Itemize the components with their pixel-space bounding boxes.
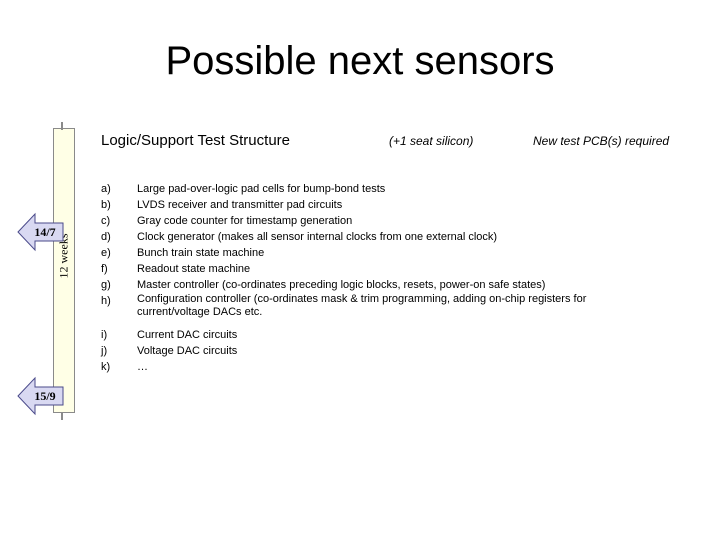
list-item [101,197,661,213]
item-letter: a) [101,183,111,195]
item-text: Bunch train state machine [137,247,265,259]
item-letter: g) [101,279,111,291]
item-text: LVDS receiver and transmitter pad circuits [137,199,343,211]
item-letter: c) [101,215,111,227]
item-letter: f) [101,263,108,275]
list-item [101,359,661,375]
list-item [101,293,661,319]
list-item [101,277,661,293]
item-text: Clock generator (makes all sensor internal clocks from one external clock) [137,231,498,243]
item-text-line: current/voltage DACs etc. [137,306,263,318]
list-item [101,343,661,359]
silicon-note: (+1 seat silicon) [389,134,474,148]
start-date-label: 14/7 [34,224,56,239]
item-list [101,181,661,375]
list-item [101,181,661,197]
item-letter: d) [101,231,111,243]
list-item [101,213,661,229]
duration-label: 12 weeks [56,233,71,279]
end-date-label: 15/9 [34,388,56,403]
item-letter: j) [101,345,108,357]
item-letter: h) [101,295,111,307]
pcb-note: New test PCB(s) required [533,134,670,148]
list-item [101,261,661,277]
item-text: Master controller (co-ordinates preceding logic blocks, resets, power-on safe states) [137,279,546,291]
item-text: Large pad-over-logic pad cells for bump-bond tests [137,183,386,195]
slide-title: Possible next sensors [165,39,555,83]
item-letter: i) [101,329,108,341]
section-heading: Logic/Support Test Structure [101,132,290,149]
start-date-arrow [17,212,65,252]
item-letter: e) [101,247,111,259]
item-text: Voltage DAC circuits [137,345,238,357]
timeline-tick-top [61,122,63,130]
list-item [101,245,661,261]
list-item [101,327,661,343]
item-letter: b) [101,199,111,211]
end-date-arrow [17,376,65,416]
item-text: Current DAC circuits [137,329,238,341]
item-text-line: Configuration controller (co-ordinates mask & trim programming, adding on-chip registers for [137,293,587,305]
item-text: Gray code counter for timestamp generation [137,215,353,227]
item-text: … [137,361,148,373]
list-item [101,229,661,245]
item-letter: k) [101,361,111,373]
item-text [137,293,661,319]
item-text: Readout state machine [137,263,251,275]
